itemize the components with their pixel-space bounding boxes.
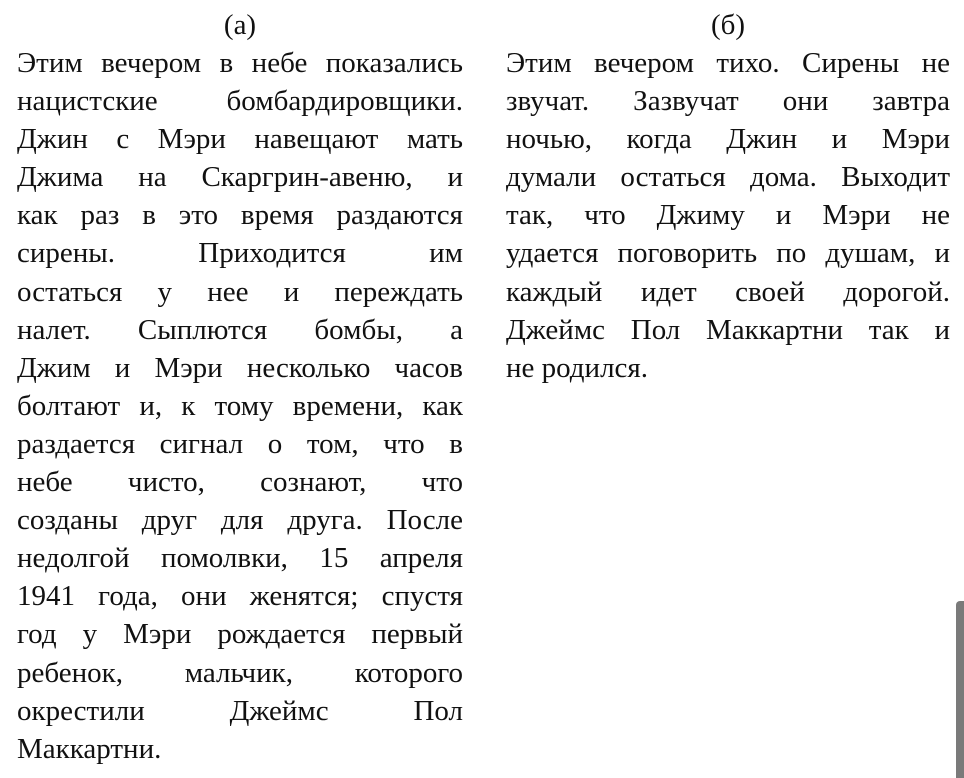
text-line: Маккартни. — [17, 732, 162, 765]
text-line: недолгой помолвки, 15 апреля — [17, 542, 463, 575]
text-line: окрестили Джеймс Пол — [17, 694, 463, 727]
text-line: раздается сигнал о том, что в — [17, 427, 463, 460]
text-line: Джима на Скаргрин-авеню, и — [17, 161, 463, 194]
text-line: не родился. — [506, 351, 649, 384]
text-line: 1941 года, они женятся; спустя — [17, 580, 463, 613]
column-a-text — [17, 44, 463, 768]
text-line: думали остаться дома. Выходит — [506, 161, 950, 194]
column-b-text — [506, 44, 950, 387]
column-a — [17, 6, 463, 768]
text-line: ребенок, мальчик, которого — [17, 656, 463, 689]
text-line: болтают и, к тому времени, как — [17, 389, 463, 422]
column-b — [506, 6, 950, 387]
text-line: как раз в это время раздаются — [17, 199, 463, 232]
text-line: созданы друг для друга. После — [17, 504, 463, 537]
text-line: Этим вечером в небе показались — [17, 47, 463, 79]
text-line: сирены. Приходится им — [17, 237, 463, 270]
text-line: каждый идет своей дорогой. — [506, 275, 950, 308]
text-line: небе чисто, сознают, что — [17, 466, 463, 499]
text-line: нацистские бомбардировщики. — [17, 85, 463, 118]
text-line: ночью, когда Джин и Мэри — [506, 123, 950, 156]
text-line: остаться у нее и переждать — [17, 275, 463, 308]
text-line: год у Мэри рождается первый — [17, 618, 463, 651]
column-b-label: (б) — [710, 9, 746, 41]
column-a-label: (а) — [223, 9, 257, 41]
text-line: Джеймс Пол Маккартни так и — [506, 313, 950, 346]
text-line: удается поговорить по душам, и — [506, 237, 950, 270]
text-line: звучат. Зазвучат они завтра — [506, 85, 950, 118]
text-line: Этим вечером тихо. Сирены не — [506, 47, 950, 79]
text-line: Джин с Мэри навещают мать — [17, 123, 463, 156]
text-line: так, что Джиму и Мэри не — [506, 199, 950, 232]
text-line: налет. Сыплются бомбы, а — [17, 313, 463, 346]
text-line: Джим и Мэри несколько часов — [17, 351, 463, 384]
scrollbar-thumb[interactable] — [956, 601, 964, 778]
